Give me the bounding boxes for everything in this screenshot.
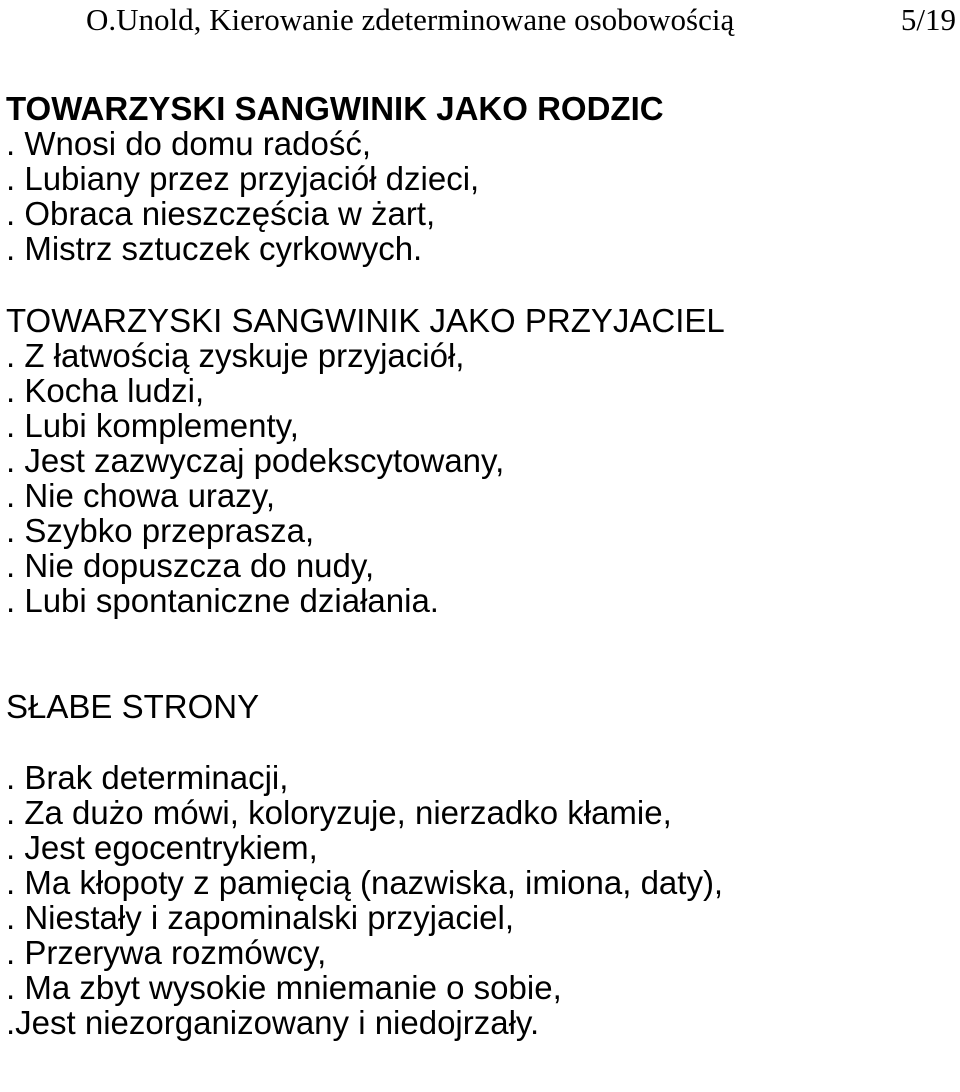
list-item: . Lubi komplementy,: [6, 407, 299, 444]
list-item: . Lubiany przez przyjaciół dzieci,: [6, 160, 480, 197]
spacer: [6, 618, 956, 689]
list-item: . Jest egocentrykiem,: [6, 829, 318, 866]
list-item: . Szybko przeprasza,: [6, 512, 315, 549]
list-item: . Brak determinacji,: [6, 759, 289, 796]
list-item: . Niestały i zapominalski przyjaciel,: [6, 899, 515, 936]
section-title-parent: TOWARZYSKI SANGWINIK JAKO RODZIC: [6, 90, 664, 127]
spacer: [6, 724, 956, 760]
page-number: 5/19: [900, 2, 956, 37]
list-item: . Ma zbyt wysokie mniemanie o sobie,: [6, 969, 562, 1006]
list-item: . Nie chowa urazy,: [6, 477, 275, 514]
section-weaknesses: [6, 689, 956, 1040]
list-item: . Za dużo mówi, koloryzuje, nierzadko kłamie,: [6, 794, 672, 831]
section-title-weaknesses: SŁABE STRONY: [6, 688, 260, 725]
list-item: . Jest zazwyczaj podekscytowany,: [6, 442, 505, 479]
list-item: . Kocha ludzi,: [6, 372, 205, 409]
list-item: . Mistrz sztuczek cyrkowych.: [6, 230, 423, 267]
list-item: .Jest niezorganizowany i niedojrzały.: [6, 1004, 540, 1041]
section-friend: [6, 303, 956, 618]
list-item: . Przerywa rozmówcy,: [6, 934, 327, 971]
spacer: [6, 266, 956, 303]
list-item: . Z łatwością zyskuje przyjaciół,: [6, 337, 465, 374]
list-item: . Nie dopuszcza do nudy,: [6, 547, 375, 584]
author-title: O.Unold, Kierowanie zdeterminowane osobowością: [86, 2, 735, 37]
section-title-friend: TOWARZYSKI SANGWINIK JAKO PRZYJACIEL: [6, 302, 725, 339]
list-item: . Lubi spontaniczne działania.: [6, 582, 439, 619]
document-body: [6, 91, 956, 1040]
list-item: . Obraca nieszczęścia w żart,: [6, 195, 436, 232]
section-parent: [6, 91, 956, 266]
list-item: . Wnosi do domu radość,: [6, 125, 371, 162]
page-header: [0, 0, 960, 40]
list-item: . Ma kłopoty z pamięcią (nazwiska, imiona, daty),: [6, 864, 724, 901]
